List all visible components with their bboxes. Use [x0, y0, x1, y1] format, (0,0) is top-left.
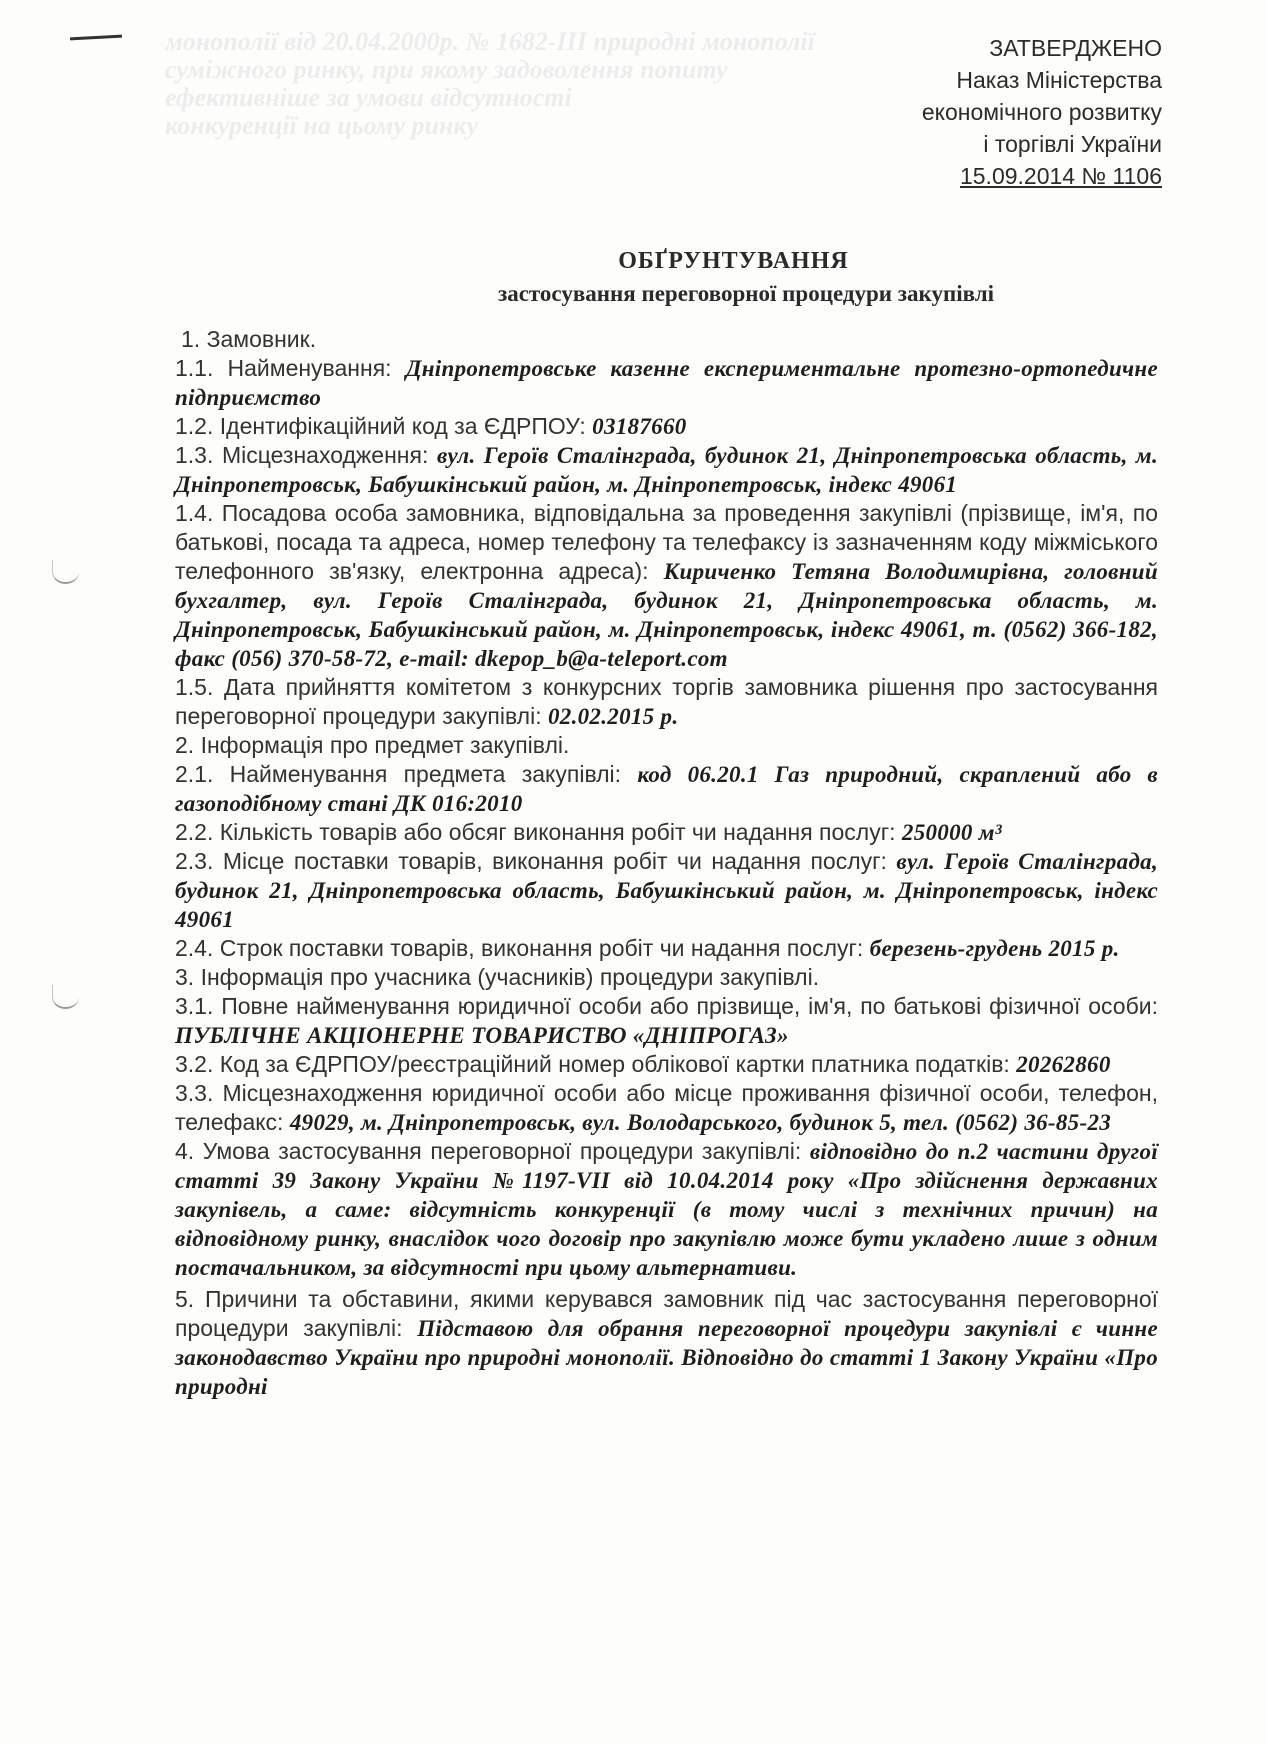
- section-2-2: [175, 818, 1158, 847]
- document-subtitle: застосування переговорної процедури закупівлі: [497, 281, 995, 306]
- approval-line-3: економічного розвитку: [921, 99, 1162, 125]
- section-1-2-value: 03187660: [592, 414, 687, 439]
- section-3-2-value: 20262860: [1016, 1052, 1111, 1077]
- section-3-heading: 3. Інформація про учасника (учасників) процедури закупівлі.: [175, 964, 820, 990]
- section-3-1-value: ПУБЛІЧНЕ АКЦІОНЕРНЕ ТОВАРИСТВО «ДНІПРОГАЗ»: [175, 1023, 789, 1048]
- approval-date-number: 15.09.2014 № 1106: [959, 163, 1162, 189]
- approval-stamp: [922, 32, 1162, 192]
- approval-line-4: і торгівлі України: [983, 131, 1162, 157]
- section-2-1-value: код 06.20.1 Газ природний, скраплений або в газоподібному стані ДК 016:2010: [175, 762, 1159, 816]
- section-1-1-value: Дніпропетровське казенне експериментальне протезно-ортопедичне підприємство: [175, 356, 1158, 410]
- section-2-4-label: 2.4. Строк поставки товарів, виконання робіт чи надання послуг:: [175, 935, 864, 961]
- section-1-1-label: 1.1. Найменування:: [175, 355, 392, 381]
- section-2-2-value: 250000 м³: [901, 820, 1002, 845]
- section-3-3-label: 3.3. Місцезнаходження юридичної особи або місце проживання фізичної особи, телефон, телефакс:: [175, 1080, 1158, 1135]
- document-title: ОБҐРУНТУВАННЯ: [618, 248, 849, 274]
- section-2-heading: 2. Інформація про предмет закупівлі.: [175, 732, 570, 758]
- approval-line-2: Наказ Міністерства: [956, 67, 1162, 93]
- section-1-5-value: 02.02.2015 р.: [547, 704, 679, 729]
- section-2-4-value: березень-грудень 2015 р.: [869, 936, 1120, 961]
- section-4-label: 4. Умова застосування переговорної процедури закупівлі:: [175, 1138, 802, 1164]
- section-1-4-value: Кириченко Тетяна Володимирівна, головний бухгалтер, вул. Героїв Сталінграда, будинок 21, Дніпропетровська область, м. Дніпропетровськ, Бабушкінський район, м. Дніпропетровськ, індекс 49061, т. (0562) 366-182, факс (056) 370-58-72, e-mail: dkepop_b@a-teleport.com: [175, 559, 1158, 671]
- punch-hole-bottom: [52, 985, 79, 1009]
- section-1-3-label: 1.3. Місцезнаходження:: [175, 442, 429, 468]
- section-4-value: відповідно до п.2 частини другої статті 39 Закону України №1197-VII від 10.04.2014 року «Про здійснення державних закупівель, а саме: відсутність конкуренції (в тому числі з технічних причин) на відповідному ринку, внаслідок чого договір про закупівлю може бути укладено лише з одним постачальником, за відсутності при цьому альтернативи.: [175, 1139, 1159, 1280]
- section-1-4-label: 1.4. Посадова особа замовника, відповідальна за проведення закупівлі (прізвище, ім'я, по батькові, посада та адреса, номер телефону та телефаксу із зазначенням коду міжміського телефонного зв'язку, електронна адреса):: [175, 500, 1158, 584]
- section-1-5-label: 1.5. Дата прийняття комітетом з конкурсних торгів замовника рішення про застосування переговорної процедури закупівлі:: [175, 674, 1158, 729]
- document-body: [175, 325, 1158, 1401]
- approval-line-1: ЗАТВЕРДЖЕНО: [989, 35, 1162, 61]
- section-3-1-label: 3.1. Повне найменування юридичної особи або прізвище, ім'я, по батькові фізичної особи:: [175, 993, 1158, 1019]
- section-2-3-value: вул. Героїв Сталінграда, будинок 21, Дніпропетровська область, Бабушкінський район, м. Дніпропетровськ, індекс 49061: [175, 849, 1158, 932]
- section-1-2-label: 1.2. Ідентифікаційний код за ЄДРПОУ:: [175, 413, 586, 439]
- section-1-heading: 1. Замовник.: [181, 326, 317, 352]
- bleed-through-text: монополії від 20.04.2000р. № 1682-ІІІ природні монополії суміжного ринку, при якому задоволення попиту ефективніше за умови відсутності конкуренції на цьому ринку: [165, 28, 815, 140]
- section-5-label: 5. Причини та обставини, якими керувався замовник під час застосування переговорної процедури закупівлі:: [175, 1286, 1158, 1341]
- section-1-3-value: вул. Героїв Сталінграда, будинок 21, Дніпропетровська область, м. Дніпропетровськ, Бабушкінський район, м. Дніпропетровськ, індекс 49061: [175, 443, 1159, 497]
- section-3-2-label: 3.2. Код за ЄДРПОУ/реєстраційний номер облікової картки платника податків:: [175, 1051, 1010, 1077]
- document-title-block: [0, 248, 1267, 307]
- section-3-1: [175, 992, 1158, 1050]
- section-3-3: [175, 1079, 1158, 1137]
- section-2-3: [175, 847, 1158, 934]
- section-1-1: [175, 354, 1158, 412]
- section-2-2-label: 2.2. Кількість товарів або обсяг виконання робіт чи надання послуг:: [175, 819, 896, 845]
- section-1-2: [175, 412, 1158, 441]
- section-5-value: Підставою для обрання переговорної процедури закупівлі є чинне законодавство України про природні монополії. Відповідно до статті 1 Закону України «Про природні: [175, 1316, 1159, 1399]
- section-1-5: [175, 673, 1158, 731]
- section-2-4: [175, 934, 1158, 963]
- punch-hole-top: [52, 560, 79, 584]
- scan-mark: [70, 35, 122, 41]
- section-2-3-label: 2.3. Місце поставки товарів, виконання робіт чи надання послуг:: [175, 848, 887, 874]
- section-2-1: [175, 760, 1158, 818]
- section-1-3: [175, 441, 1158, 499]
- section-5: [175, 1285, 1158, 1401]
- section-2-1-label: 2.1. Найменування предмета закупівлі:: [175, 761, 622, 787]
- section-3-2: [175, 1050, 1158, 1079]
- section-4: [175, 1137, 1158, 1282]
- section-1-4: [175, 499, 1158, 673]
- section-3-3-value: 49029, м. Дніпропетровськ, вул. Володарського, будинок 5, тел. (0562) 36-85-23: [289, 1110, 1112, 1135]
